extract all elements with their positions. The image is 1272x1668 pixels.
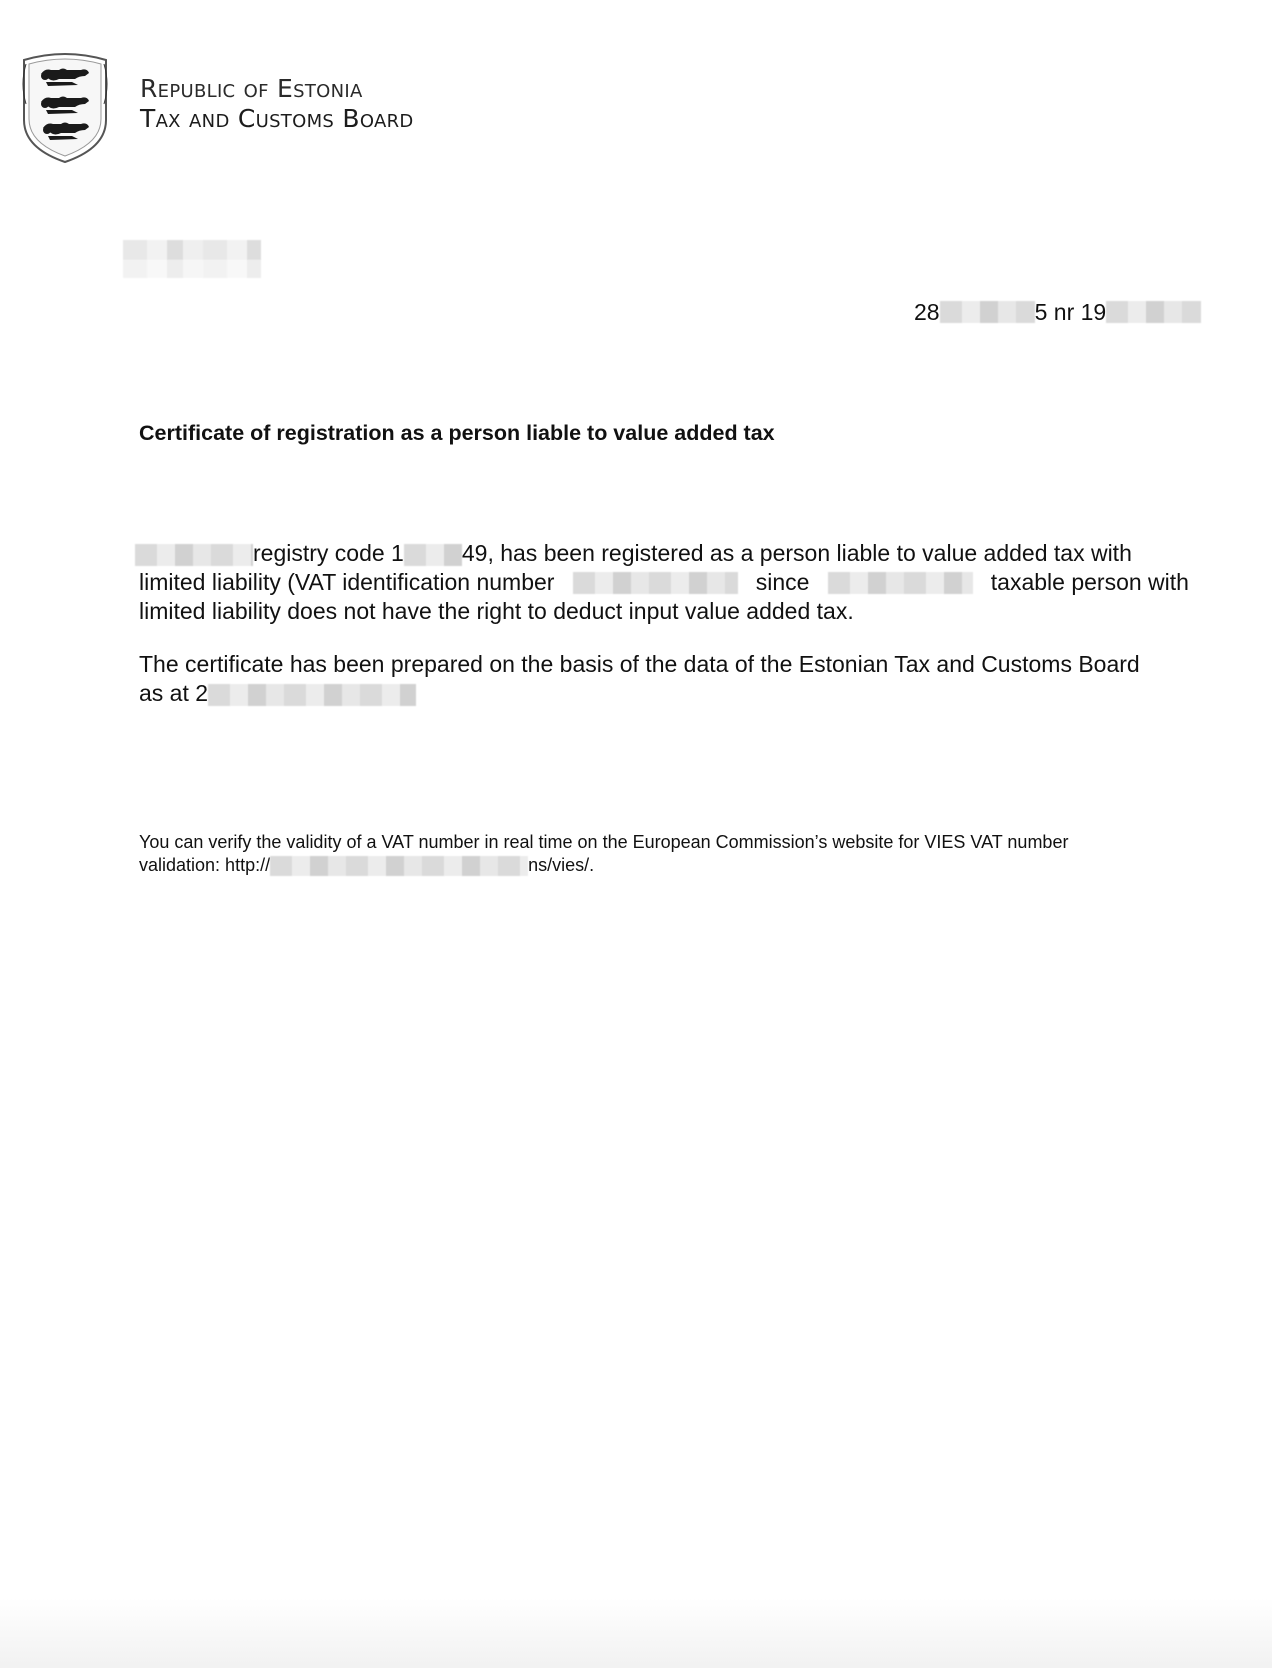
since-label: since	[755, 569, 810, 595]
registry-code-redacted	[404, 544, 462, 566]
reference-prefix: 28	[914, 299, 940, 325]
registry-code-label: registry code 1	[253, 540, 404, 566]
statement-line-1	[139, 539, 1189, 568]
vies-note-line-2	[139, 854, 1189, 877]
estonian-coat-of-arms-three-lions-icon	[16, 50, 114, 166]
as-at-date-redacted	[208, 684, 416, 706]
vat-id-redacted	[573, 572, 738, 594]
statement-line-1-text: 49, has been registered as a person liable to value added tax with	[461, 540, 1132, 566]
data-basis-statement	[139, 650, 1189, 708]
reference-middle: 5 nr 19	[1034, 299, 1107, 325]
vies-note	[139, 831, 1189, 877]
document-reference	[914, 297, 1201, 327]
vies-url-prefix: validation: http://	[139, 855, 271, 875]
statement-line-2	[139, 568, 1189, 597]
vat-id-label: limited liability (VAT identification number	[139, 569, 555, 595]
addressee-redacted	[123, 240, 261, 280]
company-name-redacted	[135, 544, 253, 566]
reference-redacted-1	[940, 301, 1035, 323]
taxable-person-text: taxable person with	[990, 569, 1189, 595]
issuer-line-country: Republic of Estonia	[140, 74, 363, 103]
registration-statement	[139, 539, 1189, 626]
reference-redacted-2	[1106, 301, 1201, 323]
certificate-title: Certificate of registration as a person liable to value added tax	[139, 421, 775, 445]
vies-url-redacted	[270, 856, 528, 876]
as-at-label: as at 2	[139, 680, 209, 706]
data-basis-line-1: The certificate has been prepared on the basis of the data of the Estonian Tax and Customs Board	[139, 651, 1140, 677]
data-basis-line-2	[139, 679, 1189, 708]
issuer-line-board: Tax and Customs Board	[140, 104, 414, 133]
statement-line-3: limited liability does not have the right to deduct input value added tax.	[139, 598, 854, 624]
page-bottom-shade	[0, 1598, 1272, 1668]
since-date-redacted	[828, 572, 973, 594]
vies-note-line-1: You can verify the validity of a VAT number in real time on the European Commission’s website for VIES VAT number	[139, 832, 1069, 852]
vies-url-suffix: ns/vies/.	[528, 855, 595, 875]
issuer-name	[140, 74, 414, 134]
